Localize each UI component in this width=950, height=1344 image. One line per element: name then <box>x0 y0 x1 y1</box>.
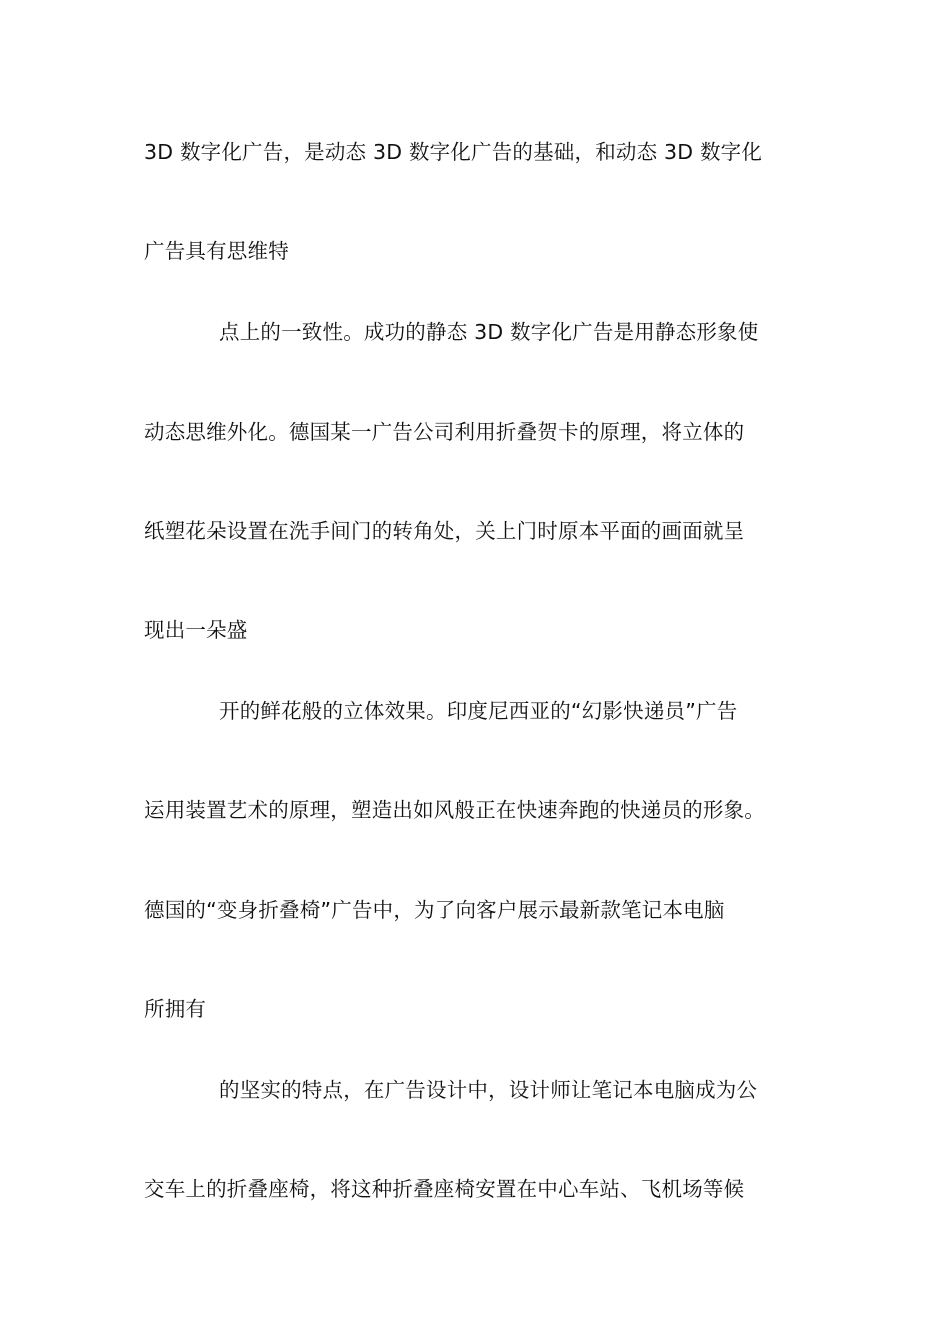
text-line-8: 运用装置艺术的原理，塑造出如风般正在快速奔跑的快递员的形象。 <box>144 798 765 822</box>
text-line-9: 德国的“变身折叠椅”广告中，为了向客户展示最新款笔记本电脑 <box>144 898 725 922</box>
text-line-6: 现出一朵盛 <box>144 618 248 642</box>
text-line-12: 交车上的折叠座椅，将这种折叠座椅安置在中心车站、飞机场等候 <box>144 1177 745 1201</box>
text-line-7: 开的鲜花般的立体效果。印度尼西亚的“幻影快递员”广告 <box>219 699 738 723</box>
text-line-5: 纸塑花朵设置在洗手间门的转角处，关上门时原本平面的画面就呈 <box>144 519 745 543</box>
text-line-11: 的坚实的特点，在广告设计中，设计师让笔记本电脑成为公 <box>219 1078 758 1102</box>
text-line-1: 3D 数字化广告，是动态 3D 数字化广告的基础，和动态 3D 数字化 <box>144 140 763 164</box>
text-line-10: 所拥有 <box>144 997 207 1021</box>
text-line-4: 动态思维外化。德国某一广告公司利用折叠贺卡的原理，将立体的 <box>144 420 745 444</box>
text-line-2: 广告具有思维特 <box>144 239 289 263</box>
text-line-3: 点上的一致性。成功的静态 3D 数字化广告是用静态形象使 <box>219 320 759 344</box>
